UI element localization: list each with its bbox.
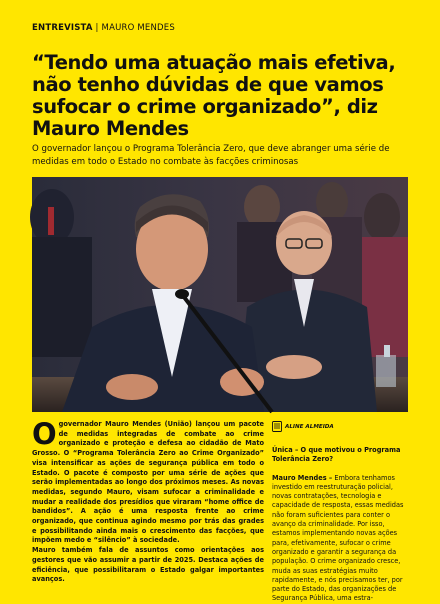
kicker-separator: | <box>92 23 102 33</box>
interview-question: Única – O que motivou o Programa Tolerância Zero? <box>272 446 401 464</box>
body-left-column <box>32 417 264 585</box>
answer-text: Embora tenhamos investido em reestruturação policial, novas contratações, tecnologia e capacidade de resposta, essas medidas não foram suficientes para conter o avanço da criminalidade. Por isso, estamos implementando novas ações para, efetivamente, sufocar o crime organizado e garantir a segurança da população. O crime organizado cresce, muda as suas estratégias muito rapidamente, e nós precisamos ter, por parte do Estado, das organizações de Segurança Pública, uma estra- <box>272 473 404 603</box>
deck-subtitle: O governador lançou o Programa Tolerância Zero, que deve abranger uma série de medidas em todo o Estado no combate às facções criminosas <box>32 144 390 167</box>
photo-credit-text: ALINE ALMEIDA <box>285 423 334 430</box>
interview-column <box>272 446 408 604</box>
photo-credit <box>272 421 334 432</box>
headline: “Tendo uma atuação mais efetiva, não tenho dúvidas de que vamos sufocar o crime organizado”, diz Mauro Mendes <box>32 51 396 140</box>
kicker-name: MAURO MENDES <box>101 23 175 33</box>
interview-answer <box>272 474 408 604</box>
section-kicker <box>32 23 175 33</box>
article-photo <box>32 177 408 412</box>
camera-icon <box>272 421 282 432</box>
photo-illustration <box>32 177 408 412</box>
answer-speaker: Mauro Mendes – <box>272 473 333 482</box>
drop-cap: O <box>32 417 57 451</box>
body-paragraph-1: governador Mauro Mendes (União) lançou um pacote de medidas integradas de combate ao crime organizado e proteção e defesa ao cidadão de Mato Grosso. O “Programa Tolerância Zero ao Crime Organizado” visa intensificar as ações de segurança pública em todo o Estado. O pacote é composto por uma série de ações que serão implementadas ao longo dos próximos meses. As novas medidas, segundo Mauro, visam sufocar a criminalidade e mudar a realidade dos presídios que viraram “home office de bandidos”. A ação é uma resposta frente ao crime organizado, que continua agindo mesmo por trás das grades e possibilitando ainda mais o crescimento das facções, que impõem medo e “silêncio” à sociedade. <box>32 420 264 545</box>
body-paragraph-2: Mauro também fala de assuntos como orientações aos gestores que vão assumir a partir de 2025. Destaca ações de eficiência, que possibilitaram o Estado galgar importantes avanços. <box>32 546 264 584</box>
kicker-section: ENTREVISTA <box>32 23 93 33</box>
